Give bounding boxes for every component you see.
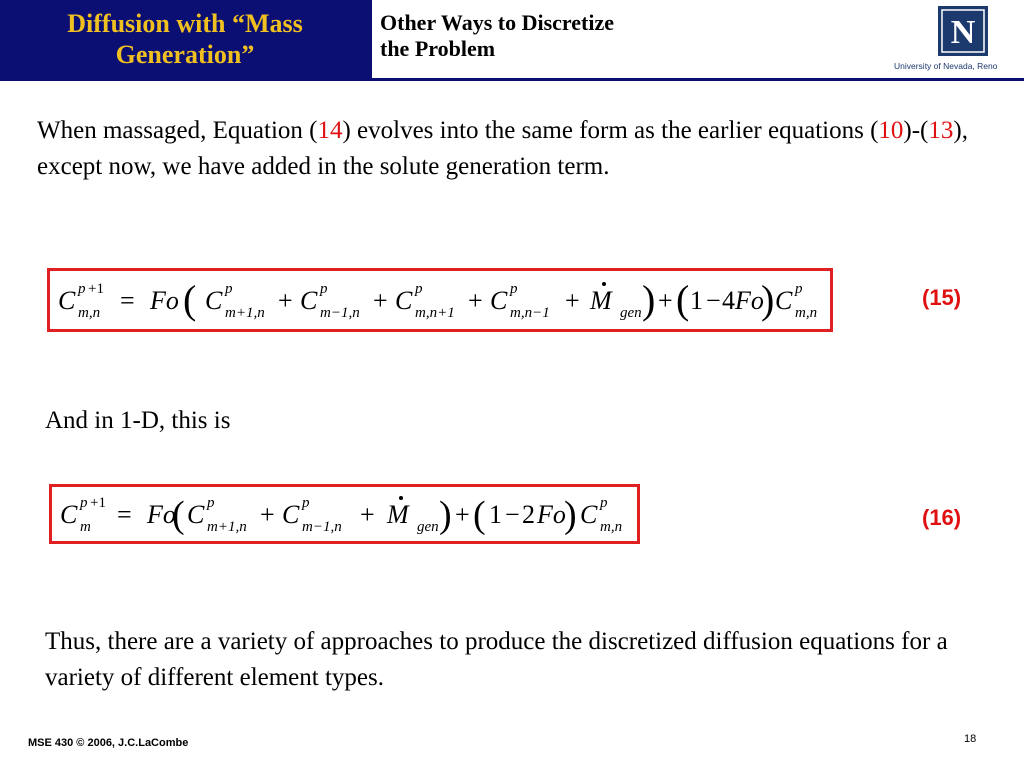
intro-text-3: )-( (903, 117, 929, 144)
one-d-label: And in 1-D, this is (45, 407, 231, 434)
svg-text:m+1,n: m+1,n (207, 519, 247, 535)
svg-text:p: p (302, 495, 310, 511)
svg-text:Fo: Fo (147, 500, 176, 529)
intro-text-2: ) evolves into the same form as the earlier equations ( (342, 117, 879, 144)
svg-text:+: + (373, 286, 388, 315)
svg-text:+: + (360, 500, 375, 529)
equation-ref-14[interactable]: 14 (317, 117, 343, 144)
intro-paragraph (37, 113, 987, 185)
intro-text-4: ), except now, we have added in the solute generation term. (37, 117, 968, 180)
slide-header (0, 0, 1024, 78)
slide-title-line2: Generation” (115, 40, 255, 69)
svg-text:+: + (260, 500, 275, 529)
svg-text:C: C (490, 286, 508, 315)
slide-title-line1: Diffusion with “Mass (67, 9, 303, 38)
svg-text:p: p (78, 281, 86, 297)
svg-text:+: + (565, 286, 580, 315)
logo-monogram: N (950, 14, 976, 51)
svg-text:C: C (775, 286, 793, 315)
equation-15 (50, 271, 830, 329)
svg-text:−: − (706, 286, 721, 315)
svg-text:p: p (225, 281, 233, 297)
svg-text:Fo: Fo (150, 286, 179, 315)
svg-text:+: + (658, 286, 673, 315)
svg-text:C: C (282, 500, 300, 529)
equation-ref-10[interactable]: 10 (878, 117, 904, 144)
svg-text:m+1,n: m+1,n (225, 305, 265, 321)
svg-text:): ) (439, 494, 452, 536)
svg-text:gen: gen (620, 305, 642, 321)
svg-text:p: p (795, 281, 803, 297)
svg-text:): ) (761, 277, 775, 322)
svg-text:=: = (117, 500, 132, 529)
svg-text:p: p (320, 281, 328, 297)
svg-text:p: p (207, 495, 215, 511)
page-number: 18 (964, 733, 977, 745)
svg-text:2: 2 (522, 500, 535, 529)
svg-text:p: p (510, 281, 518, 297)
svg-text:m: m (80, 519, 91, 535)
nevada-n-logo-icon (938, 6, 988, 56)
university-logo (890, 0, 1024, 78)
svg-text:+1: +1 (90, 495, 106, 511)
svg-text:C: C (187, 500, 205, 529)
svg-text:p: p (80, 495, 88, 511)
svg-text:+: + (455, 500, 470, 529)
svg-text:(: ( (473, 494, 486, 536)
svg-text:+: + (278, 286, 293, 315)
svg-text:m,n: m,n (795, 305, 818, 321)
svg-text:C: C (580, 500, 598, 529)
svg-text:p: p (600, 495, 608, 511)
svg-text:M: M (590, 286, 612, 315)
svg-text:m−1,n: m−1,n (302, 519, 342, 535)
svg-text:=: = (120, 286, 135, 315)
svg-text:+1: +1 (88, 281, 104, 297)
svg-text:C: C (58, 286, 76, 315)
svg-text:m,n: m,n (600, 519, 623, 535)
svg-text:gen: gen (417, 519, 439, 535)
svg-text:1: 1 (489, 500, 502, 529)
slide-subtitle (380, 10, 680, 62)
svg-text:m,n−1: m,n−1 (510, 305, 550, 321)
slide-subtitle-line1: Other Ways to Discretize (380, 10, 615, 35)
equation-16-number: (16) (922, 505, 962, 530)
equation-15-box (47, 268, 833, 332)
title-panel (0, 0, 370, 78)
svg-text:m,n+1: m,n+1 (415, 305, 455, 321)
conclusion-paragraph: Thus, there are a variety of approaches to produce the discretized diffusion equations for a variety of different element types. (45, 628, 948, 691)
svg-text:1: 1 (690, 286, 703, 315)
equation-15-number: (15) (922, 285, 962, 310)
svg-text:C: C (300, 286, 318, 315)
svg-text:): ) (564, 494, 577, 536)
intro-text-1: When massaged, Equation ( (37, 117, 318, 144)
equation-16 (52, 487, 637, 541)
svg-text:+: + (468, 286, 483, 315)
svg-text:(: ( (676, 277, 690, 322)
footer-copyright: MSE 430 © 2006, J.C.LaCombe (28, 737, 189, 749)
svg-text:): ) (642, 277, 656, 322)
svg-text:m−1,n: m−1,n (320, 305, 360, 321)
slide-subtitle-line2: the Problem (380, 36, 496, 61)
svg-text:(: ( (183, 277, 197, 322)
svg-text:Fo: Fo (537, 500, 566, 529)
slide-title (5, 8, 365, 70)
svg-text:m,n: m,n (78, 305, 101, 321)
svg-text:C: C (395, 286, 413, 315)
logo-caption: University of Nevada, Reno (894, 61, 998, 71)
svg-text:p: p (415, 281, 423, 297)
svg-text:C: C (60, 500, 78, 529)
svg-text:M: M (387, 500, 409, 529)
svg-text:(: ( (172, 494, 185, 536)
svg-text:C: C (205, 286, 223, 315)
svg-text:Fo: Fo (735, 286, 764, 315)
svg-text:−: − (505, 500, 520, 529)
equation-16-box (49, 484, 640, 544)
subtitle-panel (370, 0, 892, 78)
equation-ref-13[interactable]: 13 (928, 117, 954, 144)
svg-text:4: 4 (722, 286, 735, 315)
header-divider (0, 78, 1024, 81)
